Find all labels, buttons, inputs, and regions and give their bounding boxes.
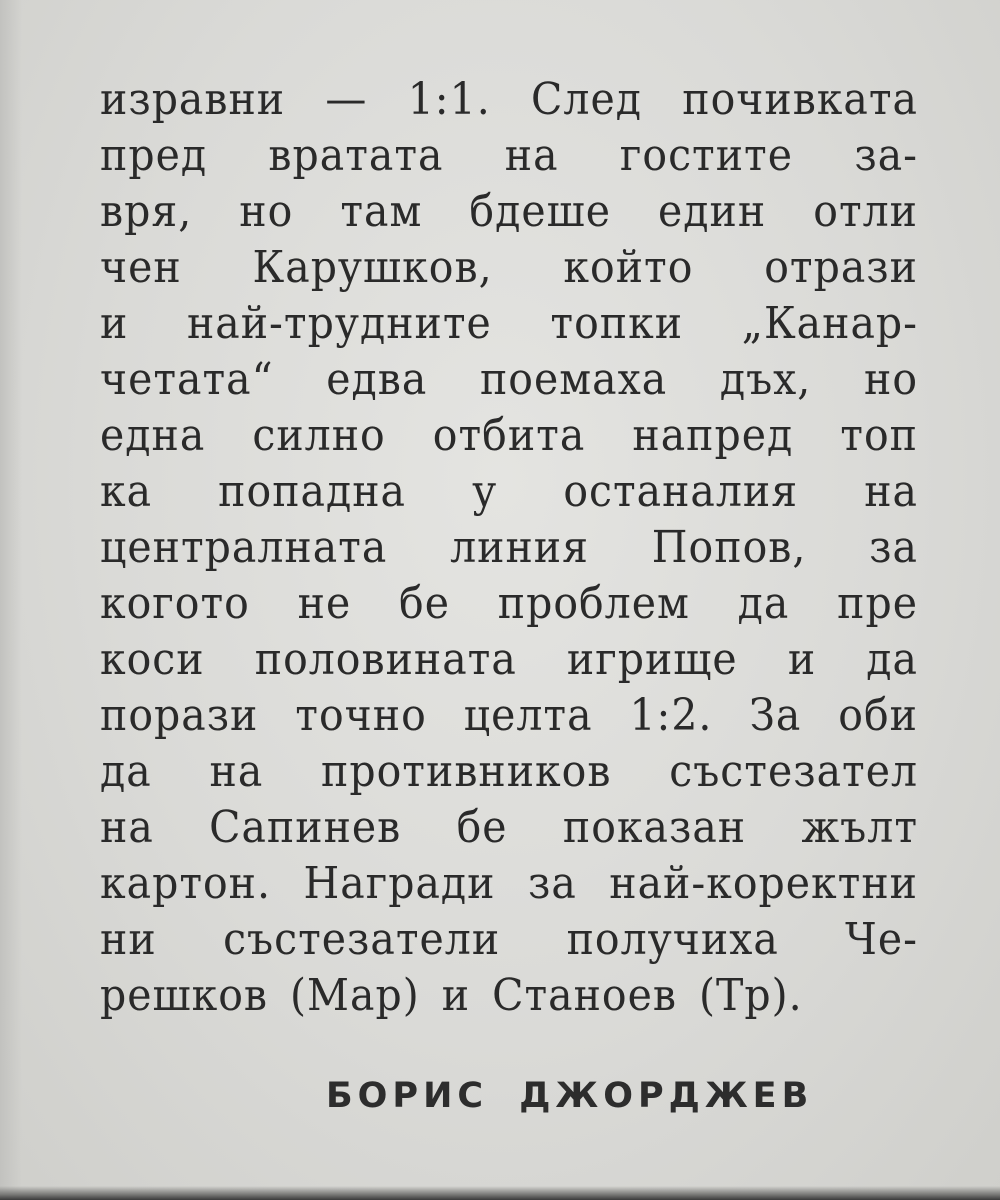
article-line: чен Карушков, който отрази	[100, 241, 918, 293]
article-line: решков (Мар) и Станоев (Тр).	[100, 969, 803, 1021]
article-line: порази точно целта 1:2. За оби	[100, 689, 918, 741]
article-line: ни състезатели получиха Че-	[100, 913, 918, 965]
article-line: ка попадна у останалия на	[100, 465, 918, 517]
article-line: когото не бе проблем да пре	[100, 577, 918, 629]
article-line: централната линия Попов, за	[100, 521, 918, 573]
article-line: да на противников състезател	[100, 745, 918, 797]
article-line: вря, но там бдеше един отли	[100, 185, 918, 237]
paper-left-edge	[0, 0, 22, 1200]
article-line: изравни — 1:1. След почивката	[100, 73, 918, 125]
article-line: четата“ едва поемаха дъх, но	[100, 353, 918, 405]
article-line: една силно отбита напред топ	[100, 409, 918, 461]
paper-bottom-edge	[0, 1186, 1000, 1200]
article-line: на Сапинев бе показан жълт	[100, 801, 918, 853]
author-signature: БОРИС ДЖОРДЖЕВ	[326, 1076, 814, 1116]
article-line: пред вратата на гостите за-	[100, 129, 918, 181]
article-line: картон. Награди за най-коректни	[100, 857, 918, 909]
article-line: коси половината игрище и да	[100, 633, 918, 685]
article-line: и най-трудните топки „Канар-	[100, 297, 918, 349]
